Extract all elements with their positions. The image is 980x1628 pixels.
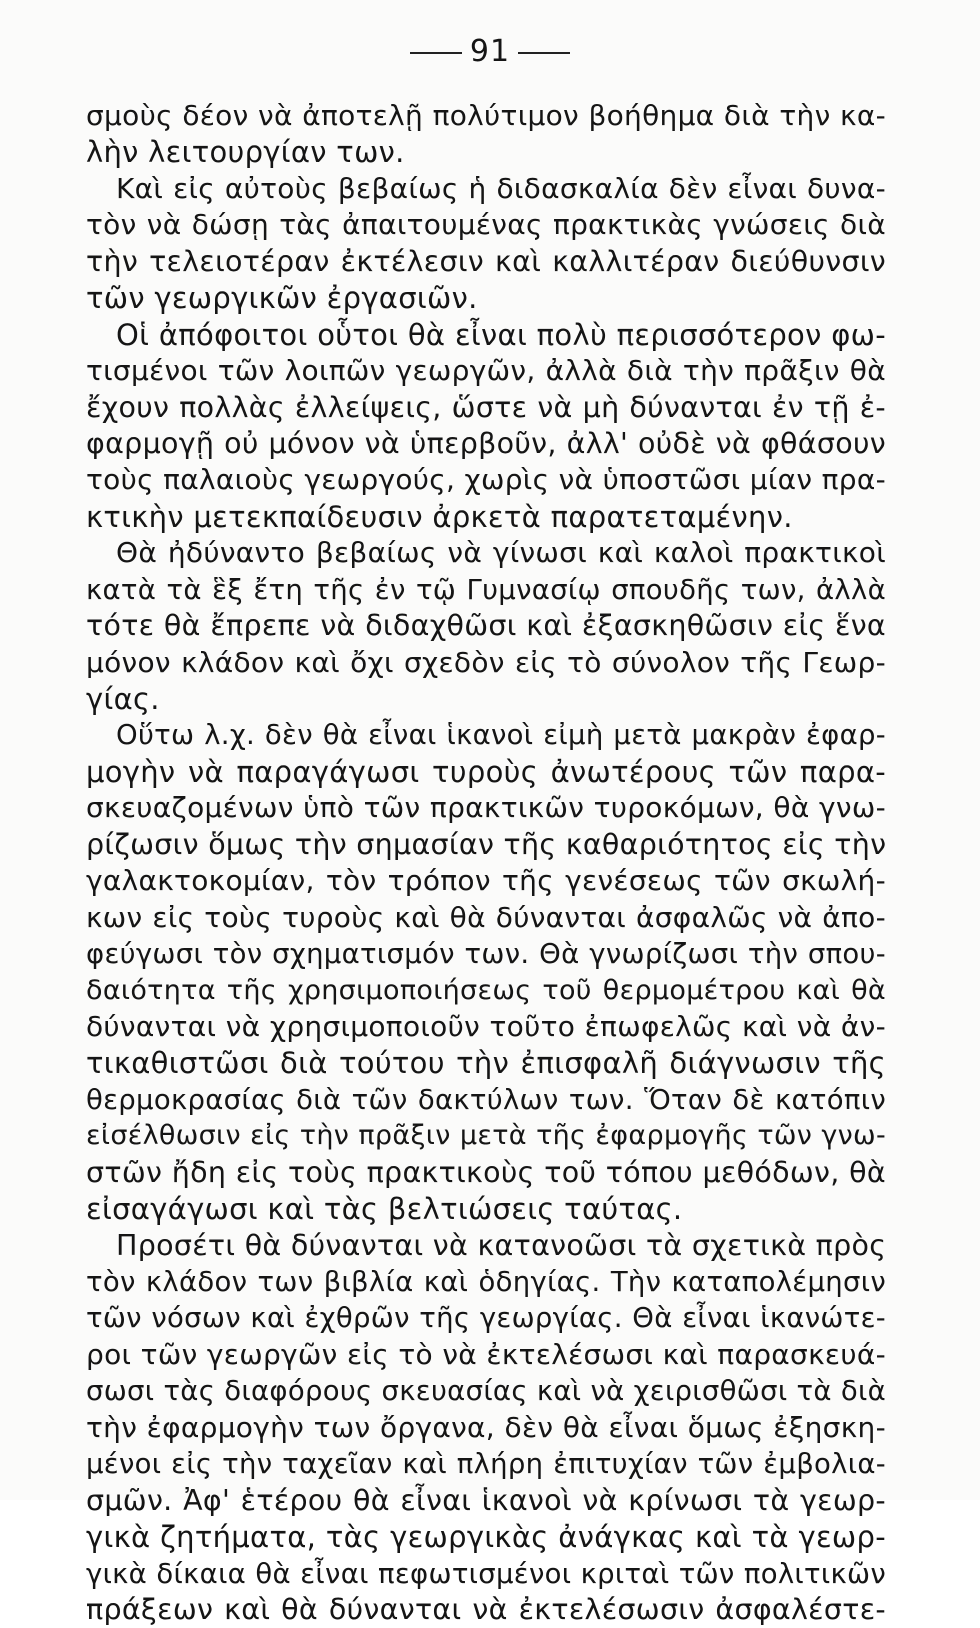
page-number-dash-right [518,52,570,54]
text-line: τῶν νόσων καὶ ἐχθρῶν τῆς γεωργίας. Θὰ εἶναι ἱκανώτε- [86,1302,886,1335]
page-number [0,34,980,69]
text-line: γίας. [86,682,160,716]
text-line: τικαθιστῶσι διὰ τούτου τὴν ἐπισφαλῆ διάγνωσιν τῆς [86,1046,886,1081]
text-line: στῶν ἤδη εἰς τοὺς πρακτικοὺς τοῦ τόπου μεθόδων, θὰ [86,1155,886,1189]
text-line: Θὰ ἠδύναντο βεβαίως νὰ γίνωσι καὶ καλοὶ πρακτικοὶ [116,536,886,570]
text-line: τοὺς παλαιοὺς γεωργούς, χωρὶς νὰ ὑποστῶσι μίαν πρα- [86,463,886,497]
text-line: θερμοκρασίας διὰ τῶν δακτύλων των. Ὅταν δὲ κατόπιν [86,1083,886,1116]
text-line: σμοὺς δέον νὰ ἀποτελῇ πολύτιμον βοήθημα διὰ τὴν κα- [86,99,886,132]
text-line: μόνον κλάδον καὶ ὄχι σχεδὸν εἰς τὸ σύνολον τῆς Γεωρ- [86,645,886,679]
text-line: κων εἰς τοὺς τυροὺς καὶ θὰ δύνανται ἀσφαλῶς νὰ ἀπο- [86,900,886,934]
text-line: τὸν κλάδον των βιβλία καὶ ὁδηγίας. Τὴν καταπολέμησιν [86,1266,886,1298]
text-line: ρίζωσιν ὅμως τὴν σημασίαν τῆς καθαριότητος εἰς τὴν [86,827,887,861]
text-line: τὴν ἐφαρμογὴν των ὄργανα, δὲν θὰ εἶναι ὅμως ἐξησκη- [86,1410,886,1444]
text-line: ἔχουν πολλὰς ἐλλείψεις, ὥστε νὰ μὴ δύνανται ἐν τῇ ἐ- [86,390,886,424]
text-line: Οὕτω λ.χ. δὲν θὰ εἶναι ἱκανοὶ εἰμὴ μετὰ μακρὰν ἐφαρ- [116,719,886,752]
text-line: εἰσαγάγωσι καὶ τὰς βελτιώσεις ταύτας. [86,1192,683,1227]
body-text [86,98,886,1628]
text-line: μένοι εἰς τὴν ταχεῖαν καὶ πλήρη ἐπιτυχίαν τῶν ἐμβολια- [86,1448,886,1481]
page-number-text: 91 [469,34,511,69]
text-line: τῶν γεωργικῶν ἐργασιῶν. [86,281,478,316]
text-line: τὴν τελειοτέραν ἐκτέλεσιν καὶ καλλιτέραν διεύθυνσιν [86,244,886,278]
text-line: εἰσέλθωσιν εἰς τὴν πρᾶξιν μετὰ τῆς ἐφαρμογῆς τῶν γνω- [86,1120,886,1152]
text-line: μογὴν νὰ παραγάγωσι τυροὺς ἀνωτέρους τῶν παρα- [86,754,886,789]
text-line: σμῶν. Ἀφ' ἑτέρου θὰ εἶναι ἱκανοὶ νὰ κρίνωσι τὰ γεωρ- [86,1483,886,1517]
text-line: κατὰ τὰ ἓξ ἔτη τῆς ἐν τῷ Γυμνασίῳ σπουδῆς των, ἀλλὰ [86,573,886,606]
text-line: Καὶ εἰς αὐτοὺς βεβαίως ἡ διδασκαλία δὲν εἶναι δυνα- [116,171,886,205]
text-line: Προσέτι θὰ δύνανται νὰ κατανοῶσι τὰ σχετικὰ πρὸς [116,1228,887,1262]
text-line: τὸν νὰ δώσῃ τὰς ἀπαιτουμένας πρακτικὰς γνώσεις διὰ [86,208,886,242]
text-line: λὴν λειτουργίαν των. [86,135,405,170]
text-line: δύνανται νὰ χρησιμοποιοῦν τοῦτο ἐπωφελῶς καὶ νὰ ἀν- [86,1009,886,1043]
text-line: γικὰ δίκαια θὰ εἶναι πεφωτισμένοι κριταὶ τῶν πολιτικῶν [86,1557,886,1590]
text-line: σκευαζομένων ὑπὸ τῶν πρακτικῶν τυροκόμων, θὰ γνω- [86,791,886,825]
text-line: φαρμογῇ οὐ μόνον νὰ ὑπερβοῦν, ἀλλ' οὐδὲ νὰ φθάσουν [86,426,886,460]
text-line: γικὰ ζητήματα, τὰς γεωργικὰς ἀνάγκας καὶ τὰ γεωρ- [86,1520,886,1555]
text-line: κτικὴν μετεκπαίδευσιν ἀρκετὰ παρατεταμένην. [86,499,793,534]
text-line: δαιότητα τῆς χρησιμοποιήσεως τοῦ θερμομέτρου καὶ θὰ [86,974,886,1006]
page-number-dash-left [410,52,462,54]
text-line: Οἱ ἀπόφοιτοι οὗτοι θὰ εἶναι πολὺ περισσότερον φω- [116,317,886,352]
text-line: τισμένοι τῶν λοιπῶν γεωργῶν, ἀλλὰ διὰ τὴν πρᾶξιν θὰ [86,354,886,388]
text-line: ροι τῶν γεωργῶν εἰς τὸ νὰ ἐκτελέσωσι καὶ παρασκευά- [86,1337,886,1371]
text-line: σωσι τὰς διαφόρους σκευασίας καὶ νὰ χειρισθῶσι τὰ διὰ [86,1375,886,1408]
text-line: γαλακτοκομίαν, τὸν τρόπον τῆς γενέσεως τῶν σκωλή- [86,864,886,898]
text-line: πράξεων καὶ θὰ δύνανται νὰ ἐκτελέσωσιν ἀσφαλέστε- [86,1592,886,1626]
text-line: τότε θὰ ἔπρεπε νὰ διδαχθῶσι καὶ ἐξασκηθῶσιν εἰς ἕνα [86,609,886,643]
text-line: φεύγωσι τὸν σχηματισμόν των. Θὰ γνωρίζωσι τὴν σπου- [86,938,886,971]
